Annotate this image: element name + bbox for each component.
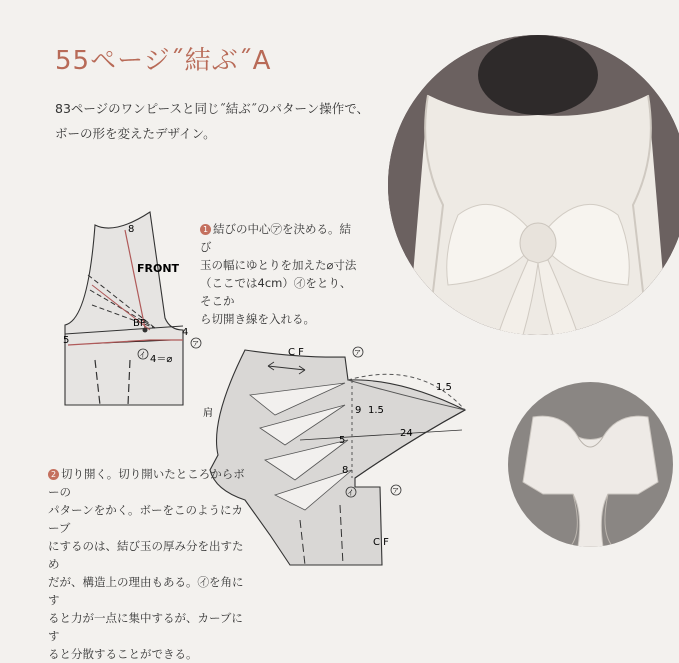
d2-label-5: 5 [339, 435, 346, 446]
step-2-badge: 2 [48, 469, 59, 480]
intro-line-1: 83ページのワンピースと同じ˝結ぶ˝のパターン操作で、 [55, 101, 370, 116]
d2-mark-a-bottom: ア [392, 487, 399, 495]
d1-label-4eq: 4＝⌀ [150, 354, 173, 365]
d1-label-8: 8 [128, 224, 135, 235]
step-1-line-4: ら切開き線を入れる。 [200, 312, 315, 326]
d2-label-1-5b: 1,5 [436, 382, 452, 393]
d2-mark-i: イ [347, 489, 354, 497]
d1-mark-a: ア [192, 340, 199, 348]
d2-label-8: 8 [342, 465, 349, 476]
step-1-text-1: 結びの中心㋐を決める。結び [200, 222, 351, 254]
step-2-line-3: にするのは、結び玉の厚み分を出すため [48, 539, 244, 571]
page-title: 55ページ˝結ぶ˝A [55, 46, 272, 76]
step-2-note [48, 465, 248, 663]
step-1-line-1 [200, 220, 360, 256]
d2-mark-a-top: ア [354, 349, 361, 357]
d2-label-cf-bottom: C F [373, 537, 389, 548]
intro-line-2: ボーの形を変えたデザイン。 [55, 126, 216, 141]
step-2-line-1 [48, 465, 248, 501]
d2-label-24: 24 [400, 428, 413, 439]
d2-label-9: 9 [355, 405, 362, 416]
step-2-line-4: だが、構造上の理由もある。㋑を角にす [48, 575, 244, 607]
step-1-badge: 1 [200, 224, 211, 235]
step-2-line-2: パターンをかく。ボーをこのようにカーブ [48, 503, 244, 535]
d1-label-front: FRONT [137, 262, 180, 275]
d2-label-1-5a: 1.5 [368, 405, 384, 416]
step-2-line-5: ると力が一点に集中するが、カーブにす [48, 611, 243, 643]
d1-label-5: 5 [63, 335, 70, 346]
d1-label-bp: BP [133, 318, 146, 329]
d1-label-4: 4 [182, 327, 189, 338]
step-1-line-3: （ここでは4cm）㋑をとり、そこか [200, 276, 352, 308]
step-1-line-2: 玉の幅にゆとりを加えた⌀寸法 [200, 258, 357, 272]
cut-open-pattern [210, 350, 465, 565]
step-1-note [200, 220, 360, 328]
d2-label-cf-top: C F [288, 347, 304, 358]
d1-mark-i: イ [139, 351, 146, 359]
front-bodice-pattern [65, 212, 183, 405]
step-2-line-6: ると分散することができる。 [48, 647, 198, 661]
d2-label-shoulder: 肩 [203, 408, 213, 419]
step-2-text-1: 切り開く。切り開いたところからボーの [48, 467, 245, 499]
